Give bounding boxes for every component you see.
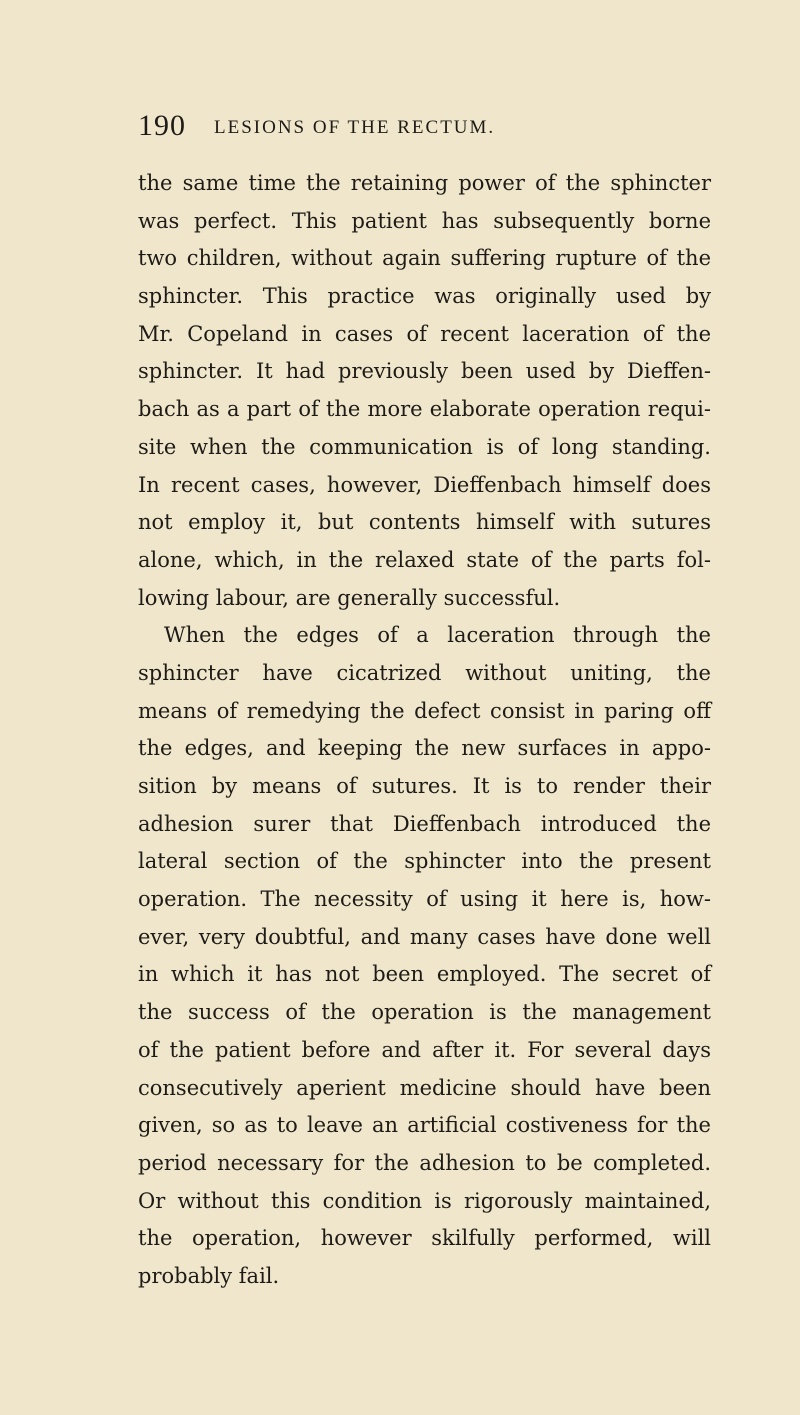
text-line: sphincter have cicatrized without uniting, the (138, 660, 711, 685)
text-line: site when the communication is of long standing. (138, 434, 711, 459)
text-line: not employ it, but contents himself with sutures (138, 510, 711, 535)
text-line: lateral section of the sphincter into the present (138, 849, 711, 874)
text-line: consecutively aperient medicine should have been (138, 1075, 711, 1100)
text-line: sphincter. It had previously been used by Dieffen- (138, 359, 711, 384)
text-line: Mr. Copeland in cases of recent laceration of the (138, 321, 711, 346)
text-line: two children, without again suffering rupture of the (138, 246, 711, 271)
text-line: In recent cases, however, Dieffenbach himself does (138, 472, 711, 497)
text-line: the operation, however skilfully performed, will (138, 1226, 711, 1251)
text-line: the edges, and keeping the new surfaces in appo- (138, 736, 711, 761)
text-line: sphincter. This practice was originally used by (138, 284, 711, 309)
text-line: given, so as to leave an artificial costiveness for the (138, 1113, 711, 1138)
paragraph-start-line: When the edges of a laceration through the (164, 623, 711, 648)
text-line: means of remedying the defect consist in paring off (138, 698, 711, 723)
text-line: period necessary for the adhesion to be completed. (138, 1150, 711, 1175)
text-line: in which it has not been employed. The secret of (138, 962, 711, 987)
page-number: 190 (138, 109, 186, 142)
text-line: alone, which, in the relaxed state of the parts fol- (138, 547, 711, 572)
running-head: LESIONS OF THE RECTUM. (214, 117, 496, 138)
text-line: was perfect. This patient has subsequently borne (138, 208, 711, 233)
text-line: adhesion surer that Dieffenbach introduced the (138, 811, 711, 836)
text-line: lowing labour, are generally successful. (138, 585, 561, 610)
body-text (138, 165, 711, 1296)
text-line: of the patient before and after it. For several days (138, 1037, 711, 1062)
text-line: Or without this condition is rigorously maintained, (138, 1188, 711, 1213)
text-line: probably fail. (138, 1263, 280, 1288)
text-line: the same time the retaining power of the sphincter (138, 171, 711, 195)
text-line: ever, very doubtful, and many cases have done well (138, 924, 711, 949)
text-line: operation. The necessity of using it here is, how- (138, 887, 711, 912)
text-line: bach as a part of the more elaborate operation requi- (138, 397, 711, 422)
text-line: the success of the operation is the management (138, 1000, 711, 1025)
page-header (138, 106, 658, 146)
text-line: sition by means of sutures. It is to render their (138, 774, 711, 798)
